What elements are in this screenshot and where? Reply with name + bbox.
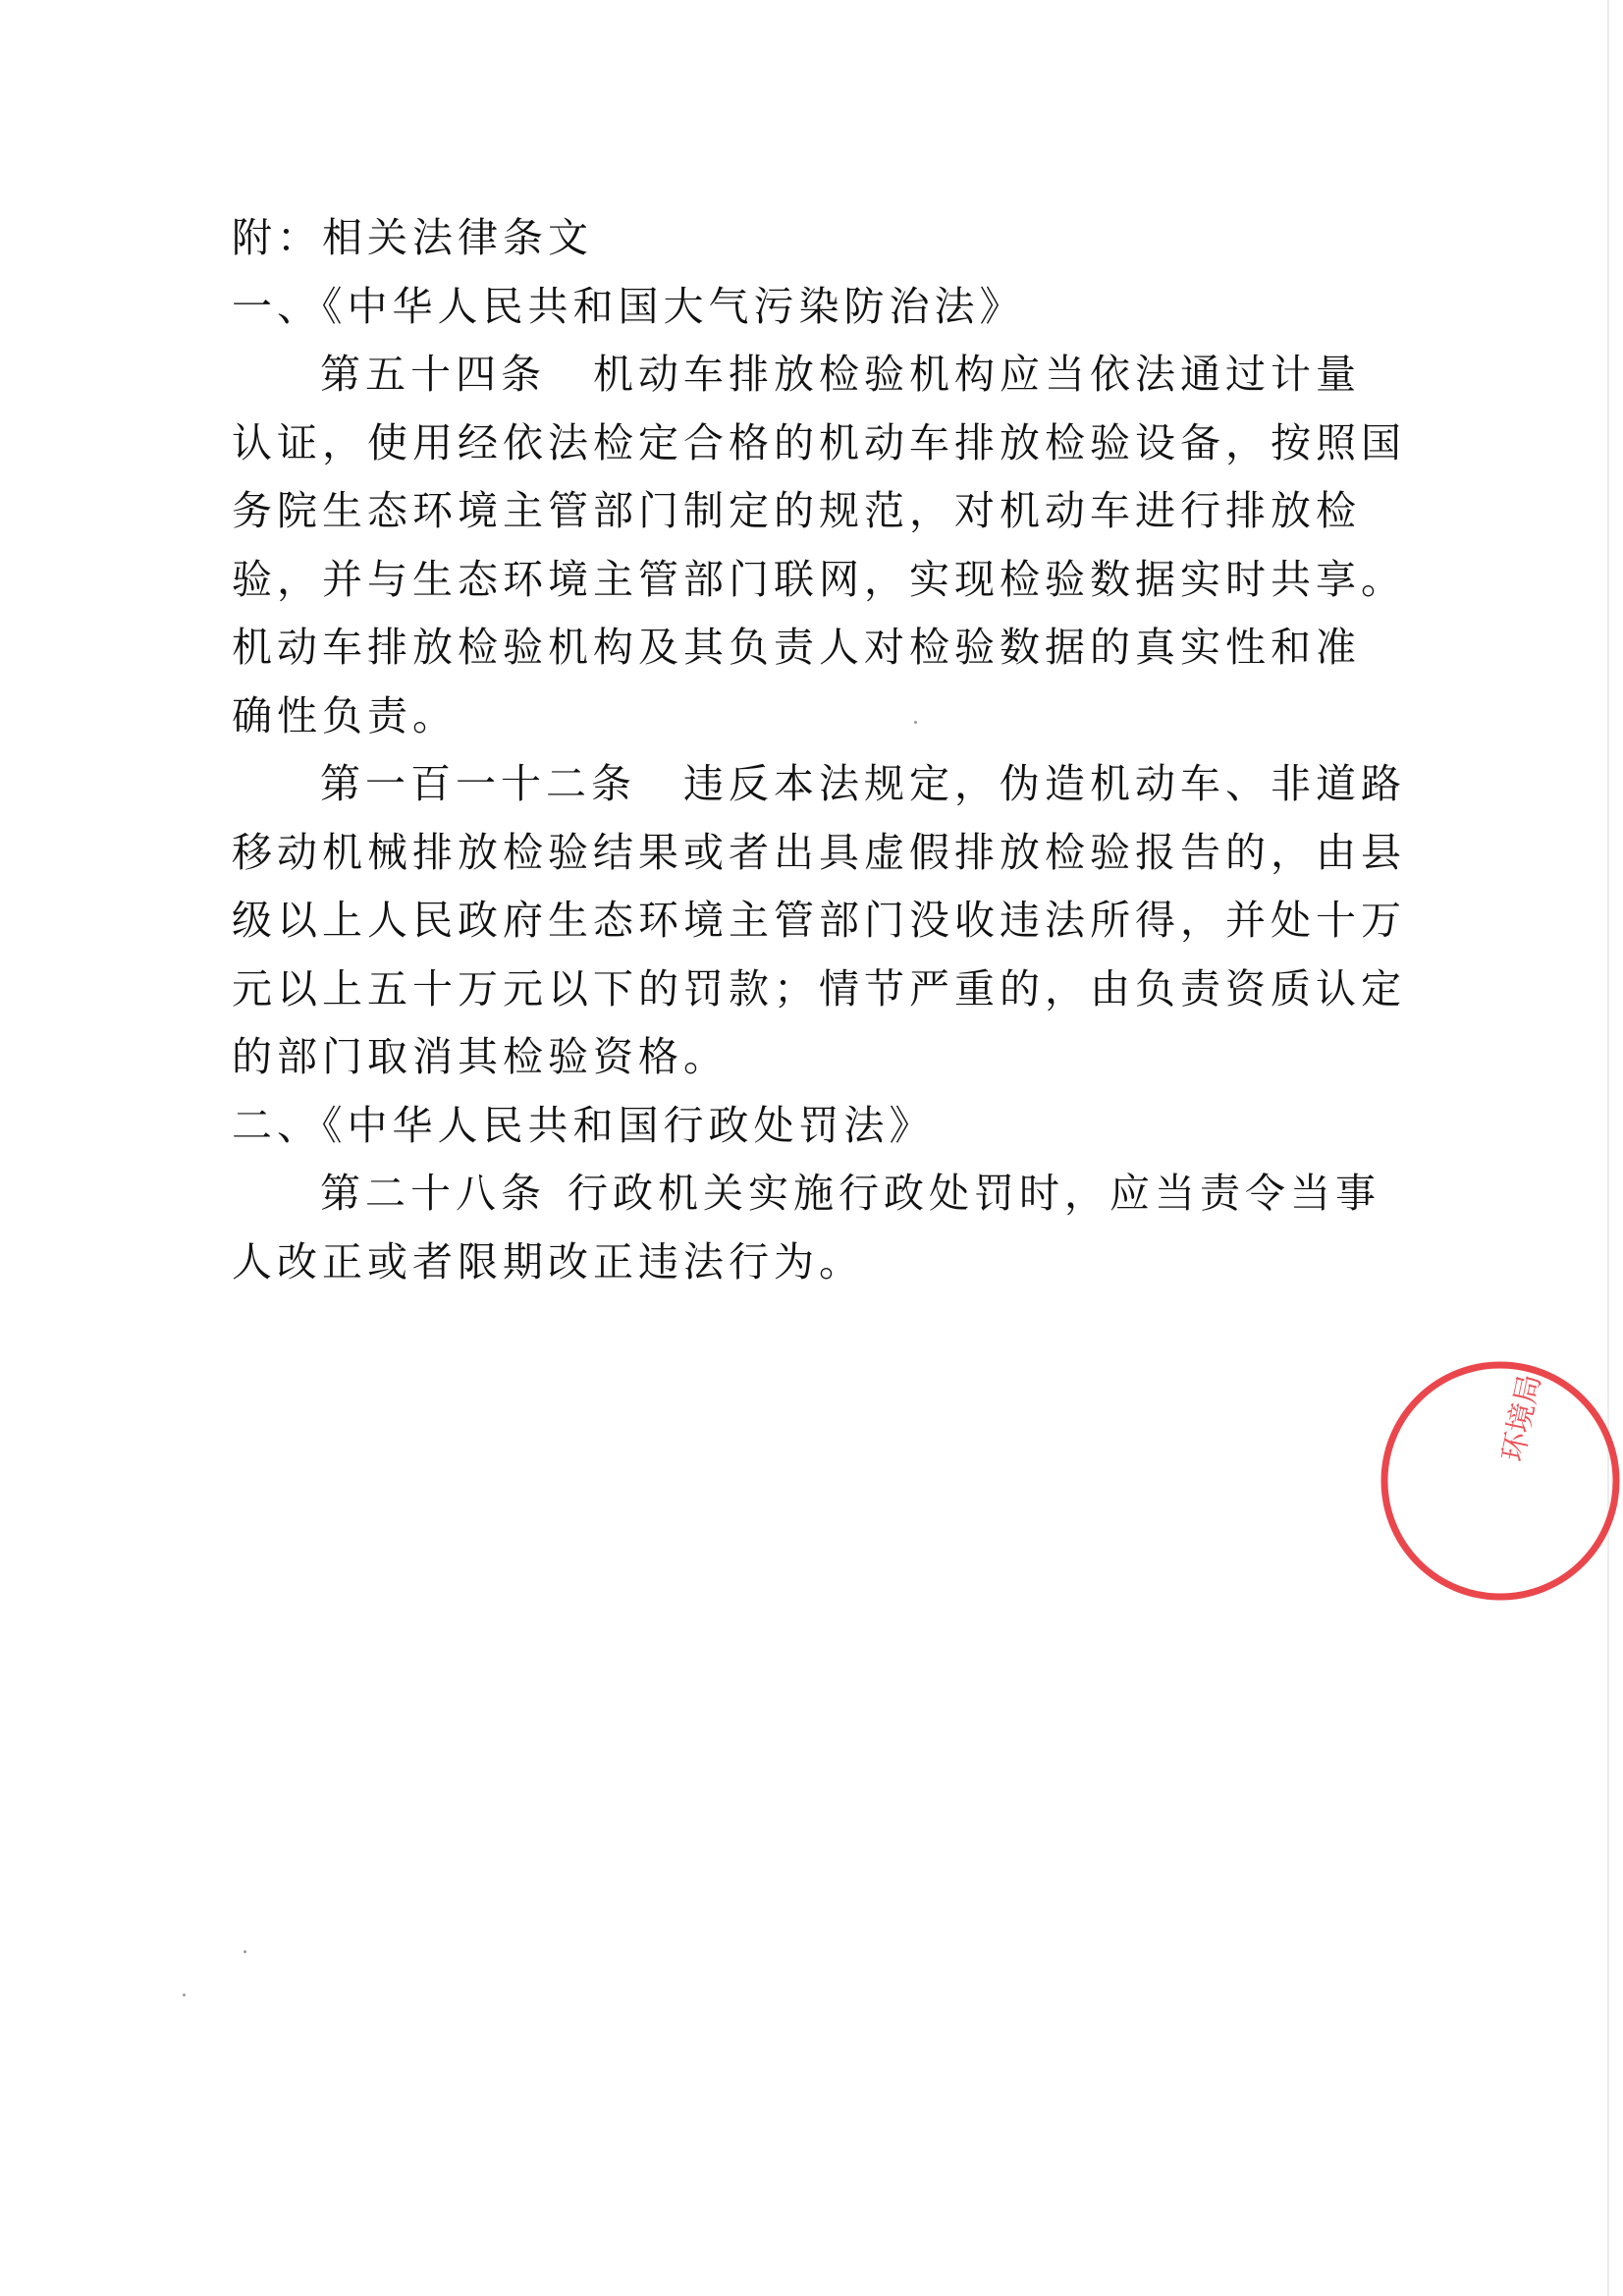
article-28-text-1: 行政机关实施行政处罚时，应当责令当事	[568, 1170, 1380, 1217]
article-54-line-5: 机动车排放检验机构及其负责人对检验数据的真实性和准	[232, 624, 1361, 671]
article-28-line-1	[232, 1160, 1380, 1229]
article-28-number: 第二十八条	[320, 1170, 546, 1217]
official-seal-stamp	[1353, 1334, 1623, 1628]
article-112-line-3: 级以上人民政府生态环境主管部门没收违法所得，并处十万	[232, 897, 1406, 944]
article-54-line-6: 确性负责。	[232, 691, 458, 739]
article-112-text-1: 违反本法规定，伪造机动车、非道路	[683, 760, 1406, 807]
scan-speck	[914, 721, 917, 724]
scan-speck	[183, 1994, 186, 1996]
section-title-administrative-penalty-law: 二、《中华人民共和国行政处罚法》	[232, 1101, 935, 1149]
scan-speck	[243, 1950, 246, 1953]
article-54-line-1	[232, 341, 1371, 410]
article-54-number: 第五十四条	[320, 351, 546, 398]
document-body	[232, 204, 1406, 1296]
article-54-line-2: 认证，使用经依法检定合格的机动车排放检验设备，按照国	[232, 418, 1406, 466]
article-112-line-1	[232, 750, 1406, 819]
article-54-text-1: 机动车排放检验机构应当依法通过计量	[593, 351, 1361, 398]
article-112-line-2: 移动机械排放检验结果或者出具虚假排放检验报告的，由县	[232, 828, 1406, 876]
article-54-line-3: 务院生态环境主管部门制定的规范，对机动车进行排放检	[232, 487, 1361, 534]
article-112-number: 第一百一十二条	[320, 760, 636, 807]
section-title-air-pollution-law: 一、《中华人民共和国大气污染防治法》	[232, 282, 1025, 330]
seal-ring	[1384, 1365, 1616, 1597]
article-54-line-4: 验，并与生态环境主管部门联网，实现检验数据实时共享。	[232, 555, 1406, 603]
seal-text: 环境局	[1495, 1371, 1548, 1465]
article-112-line-4: 元以上五十万元以下的罚款；情节严重的，由负责资质认定	[232, 964, 1406, 1012]
scan-edge-line	[1607, 0, 1609, 2296]
appendix-heading: 附：相关法律条文	[232, 214, 593, 261]
article-112-line-5: 的部门取消其检验资格。	[232, 1033, 729, 1080]
article-28-line-2: 人改正或者限期改正违法行为。	[232, 1237, 864, 1285]
